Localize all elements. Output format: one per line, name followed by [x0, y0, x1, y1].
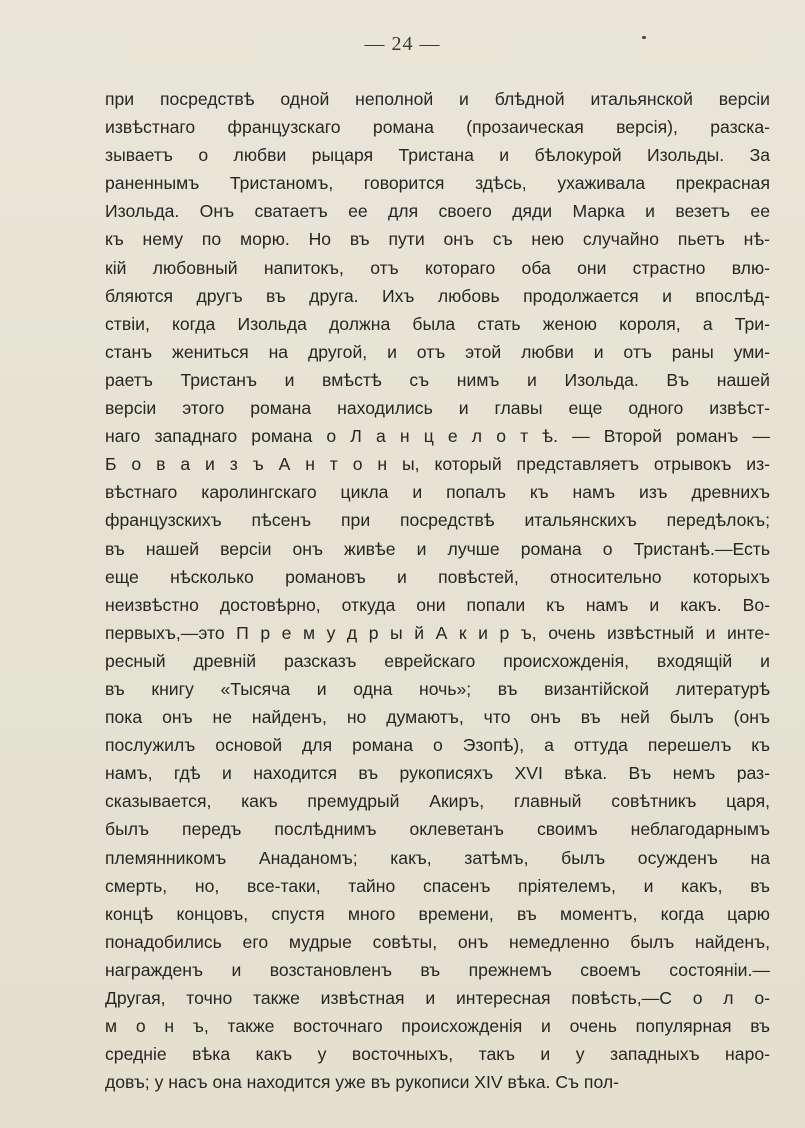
text-line: намъ, гдѣ и находится въ рукописяхъ XVI вѣка. Въ немъ раз-	[105, 763, 770, 784]
text-line: ресный древній разсказъ еврейскаго происхожденія, входящій и	[105, 650, 770, 671]
text-line: Б о в а и з ъ А н т о н ы, который представляетъ отрывокъ из-	[105, 454, 770, 475]
text-line: первыхъ,—это П р е м у д р ы й А к и р ъ, очень извѣстный и инте-	[105, 622, 770, 643]
text-line: бляются другъ въ друга. Ихъ любовь продолжается и впослѣд-	[105, 285, 770, 306]
text-line: кій любовный напитокъ, отъ котораго оба они страстно влю-	[105, 257, 770, 278]
text-line: средніе вѣка какъ у восточныхъ, такъ и у западныхъ наро-	[105, 1044, 770, 1065]
text-line: французскихъ пѣсенъ при посредствѣ итальянскихъ передѣлокъ;	[105, 510, 770, 531]
text-line: вѣстнаго каролингскаго цикла и попалъ къ намъ изъ древнихъ	[105, 482, 770, 503]
text-line: послужилъ основой для романа о Эзопѣ), а оттуда перешелъ къ	[105, 735, 770, 756]
text-line: концѣ концовъ, спустя много времени, въ моментъ, когда царю	[105, 903, 770, 924]
page-number: — 24 —	[364, 33, 441, 55]
text-line: былъ передъ послѣднимъ оклеветанъ своимъ неблагодарнымъ	[105, 819, 770, 840]
body-text	[105, 85, 770, 1096]
text-line: Другая, точно также извѣстная и интересная повѣсть,—С о л о-	[105, 988, 770, 1008]
text-line: племянникомъ Анаданомъ; какъ, затѣмъ, былъ осужденъ на	[105, 847, 770, 868]
text-line: еще нѣсколько романовъ и повѣстей, относительно которыхъ	[105, 566, 770, 587]
text-line: при посредствѣ одной неполной и блѣдной итальянской версіи	[105, 89, 770, 109]
text-line: станъ жениться на другой, и отъ этой любви и отъ раны уми-	[105, 341, 770, 362]
ink-speck	[642, 36, 646, 39]
text-line: извѣстнаго французскаго романа (прозаическая версія), разска-	[105, 117, 770, 138]
text-line: раненнымъ Тристаномъ, говорится здѣсь, ухаживала прекрасная	[105, 173, 770, 194]
text-line: пока онъ не найденъ, но думаютъ, что онъ въ ней былъ (онъ	[105, 707, 770, 728]
text-line: награжденъ и возстановленъ въ прежнемъ своемъ состояніи.—	[105, 959, 770, 980]
text-line: сказывается, какъ премудрый Акиръ, главный совѣтникъ царя,	[105, 791, 770, 812]
text-line: довъ; у насъ она находится уже въ рукописи XIV вѣка. Съ пол-	[105, 1072, 619, 1093]
text-line: раетъ Тристанъ и вмѣстѣ съ нимъ и Изольда. Въ нашей	[105, 369, 770, 390]
text-line: версіи этого романа находились и главы еще одного извѣст-	[105, 398, 770, 419]
text-line: наго западнаго романа о Л а н ц е л о т ѣ. — Второй романъ —	[105, 426, 770, 447]
text-line: м о н ъ, также восточнаго происхожденія и очень популярная въ	[105, 1016, 770, 1037]
text-line: неизвѣстно достовѣрно, откуда они попали къ намъ и какъ. Во-	[105, 594, 770, 615]
text-line: смерть, но, все-таки, тайно спасенъ пріятелемъ, и какъ, въ	[105, 875, 770, 896]
text-line: понадобились его мудрые совѣты, онъ немедленно былъ найденъ,	[105, 931, 770, 952]
text-line: въ книгу «Тысяча и одна ночь»; въ византійской литературѣ	[105, 678, 770, 699]
text-line: ствіи, когда Изольда должна была стать женою короля, а Три-	[105, 313, 770, 334]
text-line: въ нашей версіи онъ живѣе и лучше романа о Тристанѣ.—Есть	[105, 538, 770, 559]
text-line: Изольда. Онъ сватаетъ ее для своего дяди Марка и везетъ ее	[105, 201, 770, 222]
text-line: къ нему по морю. Но въ пути онъ съ нею случайно пьетъ нѣ-	[105, 229, 770, 250]
text-line: зываетъ о любви рыцаря Тристана и бѣлокурой Изольды. За	[105, 145, 770, 166]
